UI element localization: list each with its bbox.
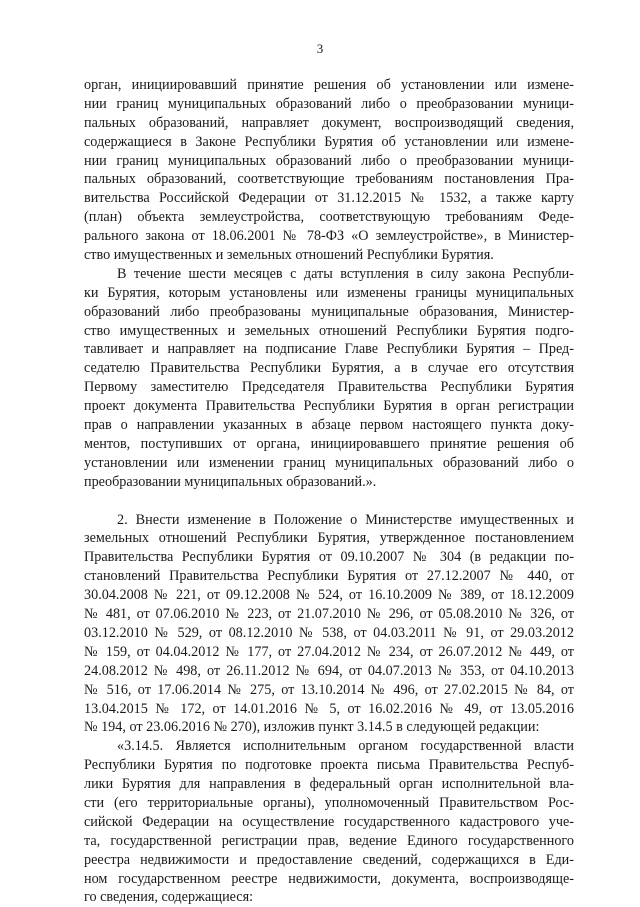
text-line: та, государственной регистрации прав, ведение Единого государственного <box>84 832 574 849</box>
text-line: ном государственном реестре недвижимости, документа, воспроизводяще- <box>84 870 574 887</box>
text-line: содержащиеся в Законе Республики Бурятия об установлении или измене- <box>84 133 574 150</box>
text-line: го сведения, содержащиеся: <box>84 889 254 906</box>
paragraph-gap <box>84 492 574 511</box>
text-line: № 159, от 04.04.2012 № 177, от 27.04.2012 № 234, от 26.07.2012 № 449, от <box>84 643 574 660</box>
text-line: нии границ муниципальных образований либо о преобразовании муници- <box>84 152 574 169</box>
paragraph-2 <box>84 265 574 492</box>
text-line: ство имущественных и земельных отношений Республики Бурятия. <box>84 247 494 264</box>
paragraph-3 <box>84 511 574 738</box>
text-line: преобразовании муниципальных образований.». <box>84 473 377 490</box>
paragraph-1 <box>84 76 574 265</box>
text-line: ки Бурятия, которым установлены или изменены границы муниципальных <box>84 284 574 301</box>
text-line: вительства Российской Федерации от 31.12.2015 № 1532, а также карту <box>84 190 574 207</box>
page-number: 3 <box>316 41 324 56</box>
text-line: 30.04.2008 № 221, от 09.12.2008 № 524, от 16.10.2009 № 389, от 18.12.2009 <box>84 587 574 604</box>
text-line: № 516, от 17.06.2014 № 275, от 13.10.2014 № 496, от 27.02.2015 № 84, от <box>84 681 574 698</box>
text-line: Правительства Республики Бурятия от 09.10.2007 № 304 (в редакции по- <box>84 549 574 566</box>
text-line: № 481, от 07.06.2010 № 223, от 21.07.2010 № 296, от 05.08.2010 № 326, от <box>84 606 574 623</box>
text-line: В течение шести месяцев с даты вступления в силу закона Республи- <box>117 265 574 282</box>
text-line: сти (его территориальные органы), уполномоченный Правительством Рос- <box>84 794 574 811</box>
text-line: рального закона от 18.06.2001 № 78-ФЗ «О землеустройстве», в Министер- <box>84 228 574 245</box>
text-line: ментов, поступивших от органа, инициировавшего принятие решения об <box>84 435 574 452</box>
text-line: Республики Бурятия по подготовке проекта письма Правительства Респуб- <box>84 757 574 774</box>
text-line: сийской Федерации на осуществление государственного кадастрового уче- <box>84 813 574 830</box>
text-line: ство имущественных и земельных отношений Республики Бурятия подго- <box>84 322 574 339</box>
text-line: Первому заместителю Председателя Правительства Республики Бурятия <box>84 379 574 396</box>
text-line: тавливает и направляет на подписание Главе Республики Бурятия – Пред- <box>84 341 574 358</box>
text-line: (план) объекта землеустройства, соответствующую требованиям Феде- <box>84 209 574 226</box>
text-line: седателю Правительства Республики Бурятия, а в случае его отсутствия <box>84 360 574 377</box>
text-line: пальных образований, соответствующие требованиям постановления Пра- <box>84 171 574 188</box>
text-line: становлений Правительства Республики Бурятия от 27.12.2007 № 440, от <box>84 568 574 585</box>
text-line: 2. Внести изменение в Положение о Министерстве имущественных и <box>117 511 574 528</box>
text-line: образований либо преобразованы муниципальные образования, Министер- <box>84 303 574 320</box>
text-line: земельных отношений Республики Бурятия, утвержденное постановлением <box>84 530 574 547</box>
text-line: 03.12.2010 № 529, от 08.12.2010 № 538, от 04.03.2011 № 91, от 29.03.2012 <box>84 624 574 641</box>
paragraph-4 <box>84 737 574 907</box>
text-line: прав о направлении указанных в абзаце первом настоящего пункта доку- <box>84 417 574 434</box>
text-line: «3.14.5. Является исполнительным органом государственной власти <box>117 738 574 755</box>
text-line: орган, инициировавший принятие решения об установлении или измене- <box>84 77 574 93</box>
text-line: установлении или изменении границ муниципальных образований либо о <box>84 454 574 471</box>
text-line: лики Бурятия для направления в федеральный орган исполнительной вла- <box>84 776 574 793</box>
text-line: проект документа Правительства Республики Бурятия в орган регистрации <box>84 398 574 415</box>
text-line: 13.04.2015 № 172, от 14.01.2016 № 5, от 16.02.2016 № 49, от 13.05.2016 <box>84 700 574 717</box>
document-body <box>84 76 574 907</box>
text-line: 24.08.2012 № 498, от 26.11.2012 № 694, от 04.07.2013 № 353, от 04.10.2013 <box>84 662 574 679</box>
text-line: пальных образований, направляет документ, воспроизводящий сведения, <box>84 114 574 131</box>
text-line: нии границ муниципальных образований либо о преобразовании муници- <box>84 95 574 112</box>
text-line: реестра недвижимости и предоставление сведений, содержащихся в Еди- <box>84 851 574 868</box>
text-line: № 194, от 23.06.2016 № 270), изложив пункт 3.14.5 в следующей редакции: <box>84 719 540 736</box>
